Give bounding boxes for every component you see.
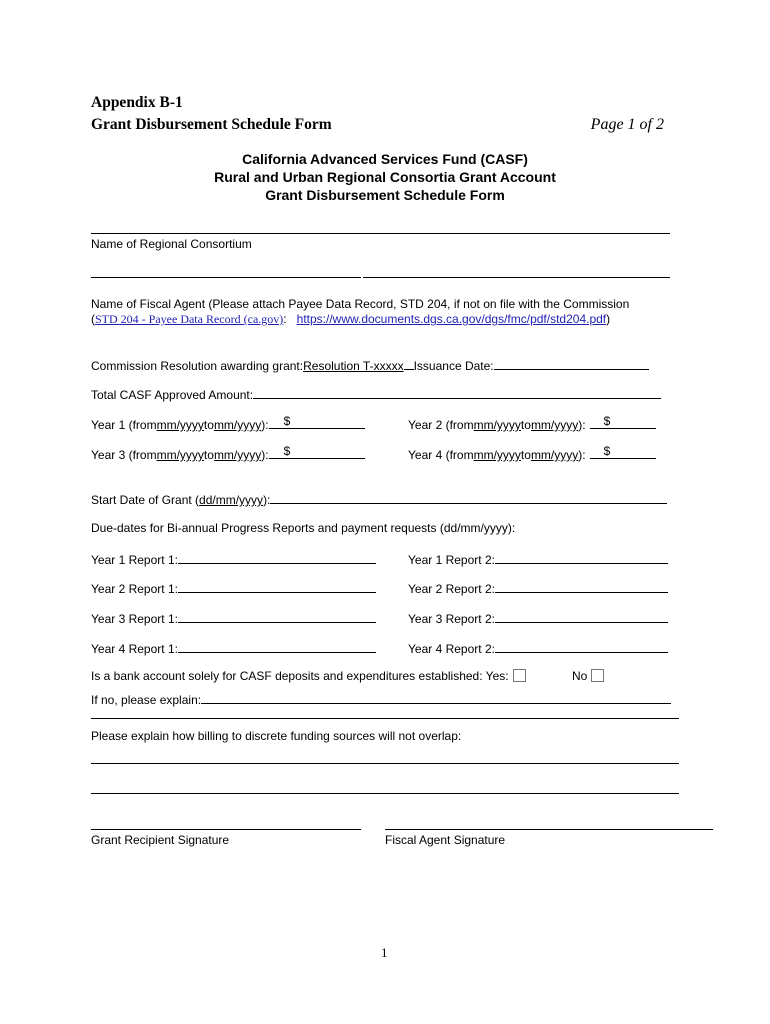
y3r1-field[interactable] — [178, 610, 376, 623]
page-number: 1 — [381, 945, 388, 960]
fiscal-agent-name-field[interactable] — [91, 277, 361, 278]
appendix-label: Appendix B-1 — [91, 94, 183, 111]
y3r2-field[interactable] — [495, 610, 668, 623]
start-date-field[interactable] — [270, 491, 667, 504]
std204-line — [91, 312, 610, 327]
consortium-label: Name of Regional Consortium — [91, 237, 252, 251]
bank-account-row — [91, 669, 526, 683]
resolution-value[interactable]: Resolution T-xxxxx — [303, 359, 404, 373]
year-2-row: Year 2 (from mm/yyyy to mm/yyyy ): $ — [408, 416, 656, 432]
total-row — [91, 386, 661, 402]
billing-field-line-1[interactable] — [91, 763, 679, 764]
start-date-row: Start Date of Grant ( dd/mm/yyyy ): — [91, 491, 667, 507]
fiscal-agent-label: Name of Fiscal Agent (Please attach Payee Data Record, STD 204, if not on file with the Commission — [91, 297, 630, 311]
report-row: Year 1 Report 1: — [91, 551, 376, 567]
year-3-amount-field[interactable]: $ — [269, 446, 365, 459]
total-label: Total CASF Approved Amount: — [91, 388, 254, 402]
year-1-row: Year 1 (from mm/yyyy to mm/yyyy ): $ — [91, 416, 365, 432]
year-1-amount-field[interactable]: $ — [269, 416, 365, 429]
std204-link[interactable]: STD 204 - Payee Data Record (ca.gov) — [95, 312, 284, 326]
y2r2-field[interactable] — [495, 580, 668, 593]
year-4-amount-field[interactable]: $ — [590, 446, 656, 459]
resolution-label: Commission Resolution awarding grant: — [91, 359, 304, 373]
report-row: Year 4 Report 1: — [91, 640, 376, 656]
title-line-2: Rural and Urban Regional Consortia Grant Account — [214, 169, 556, 185]
no-checkbox[interactable] — [591, 669, 604, 682]
std-colon: : — [283, 312, 287, 326]
std-close-paren: ) — [606, 312, 611, 326]
issuance-label: Issuance Date: — [413, 359, 494, 373]
year-4-row: Year 4 (from mm/yyyy to mm/yyyy ): $ — [408, 446, 656, 462]
no-option — [572, 669, 604, 683]
y1r2-field[interactable] — [495, 551, 668, 564]
fiscal-agent-signature-field[interactable] — [385, 829, 713, 830]
due-dates-label: Due-dates for Bi-annual Progress Reports and payment requests (dd/mm/yyyy): — [91, 521, 516, 535]
report-row: Year 4 Report 2: — [408, 640, 668, 656]
year-2-amount-field[interactable]: $ — [590, 416, 656, 429]
grant-recipient-signature-label: Grant Recipient Signature — [91, 833, 230, 847]
explain-field[interactable] — [201, 691, 671, 704]
consortium-name-field[interactable] — [91, 233, 670, 234]
report-row: Year 2 Report 2: — [408, 580, 668, 596]
billing-label: Please explain how billing to discrete funding sources will not overlap: — [91, 729, 462, 743]
issuance-date-field[interactable] — [494, 357, 649, 370]
report-row: Year 3 Report 2: — [408, 610, 668, 626]
y4r2-field[interactable] — [495, 640, 668, 653]
std-open-paren: ( — [91, 312, 95, 326]
no-label: No — [572, 669, 588, 683]
std204-url-link[interactable]: https://www.documents.dgs.ca.gov/dgs/fmc/pdf/std204.pdf — [296, 312, 607, 326]
form-name: Grant Disbursement Schedule Form — [91, 116, 332, 133]
yes-checkbox[interactable] — [513, 669, 526, 682]
explain-row: If no, please explain: — [91, 691, 671, 707]
billing-field-line-2[interactable] — [91, 793, 679, 794]
year-3-row: Year 3 (from mm/yyyy to mm/yyyy ): $ — [91, 446, 365, 462]
report-row: Year 2 Report 1: — [91, 580, 376, 596]
fiscal-agent-signature-label: Fiscal Agent Signature — [385, 833, 506, 847]
y4r1-field[interactable] — [178, 640, 376, 653]
page-indicator: Page 1 of 2 — [590, 116, 664, 133]
y2r1-field[interactable] — [178, 580, 376, 593]
resolution-row — [91, 357, 649, 373]
fiscal-agent-name-field-2[interactable] — [363, 277, 670, 278]
explain-field-line-2[interactable] — [91, 718, 679, 719]
grant-recipient-signature-field[interactable] — [91, 829, 361, 830]
y1r1-field[interactable] — [178, 551, 376, 564]
report-row: Year 3 Report 1: — [91, 610, 376, 626]
title-line-1: California Advanced Services Fund (CASF) — [242, 151, 528, 167]
report-row: Year 1 Report 2: — [408, 551, 668, 567]
bank-label: Is a bank account solely for CASF deposits and expenditures established: Yes: — [91, 669, 509, 683]
total-amount-field[interactable] — [253, 386, 661, 399]
title-line-3: Grant Disbursement Schedule Form — [265, 187, 505, 203]
